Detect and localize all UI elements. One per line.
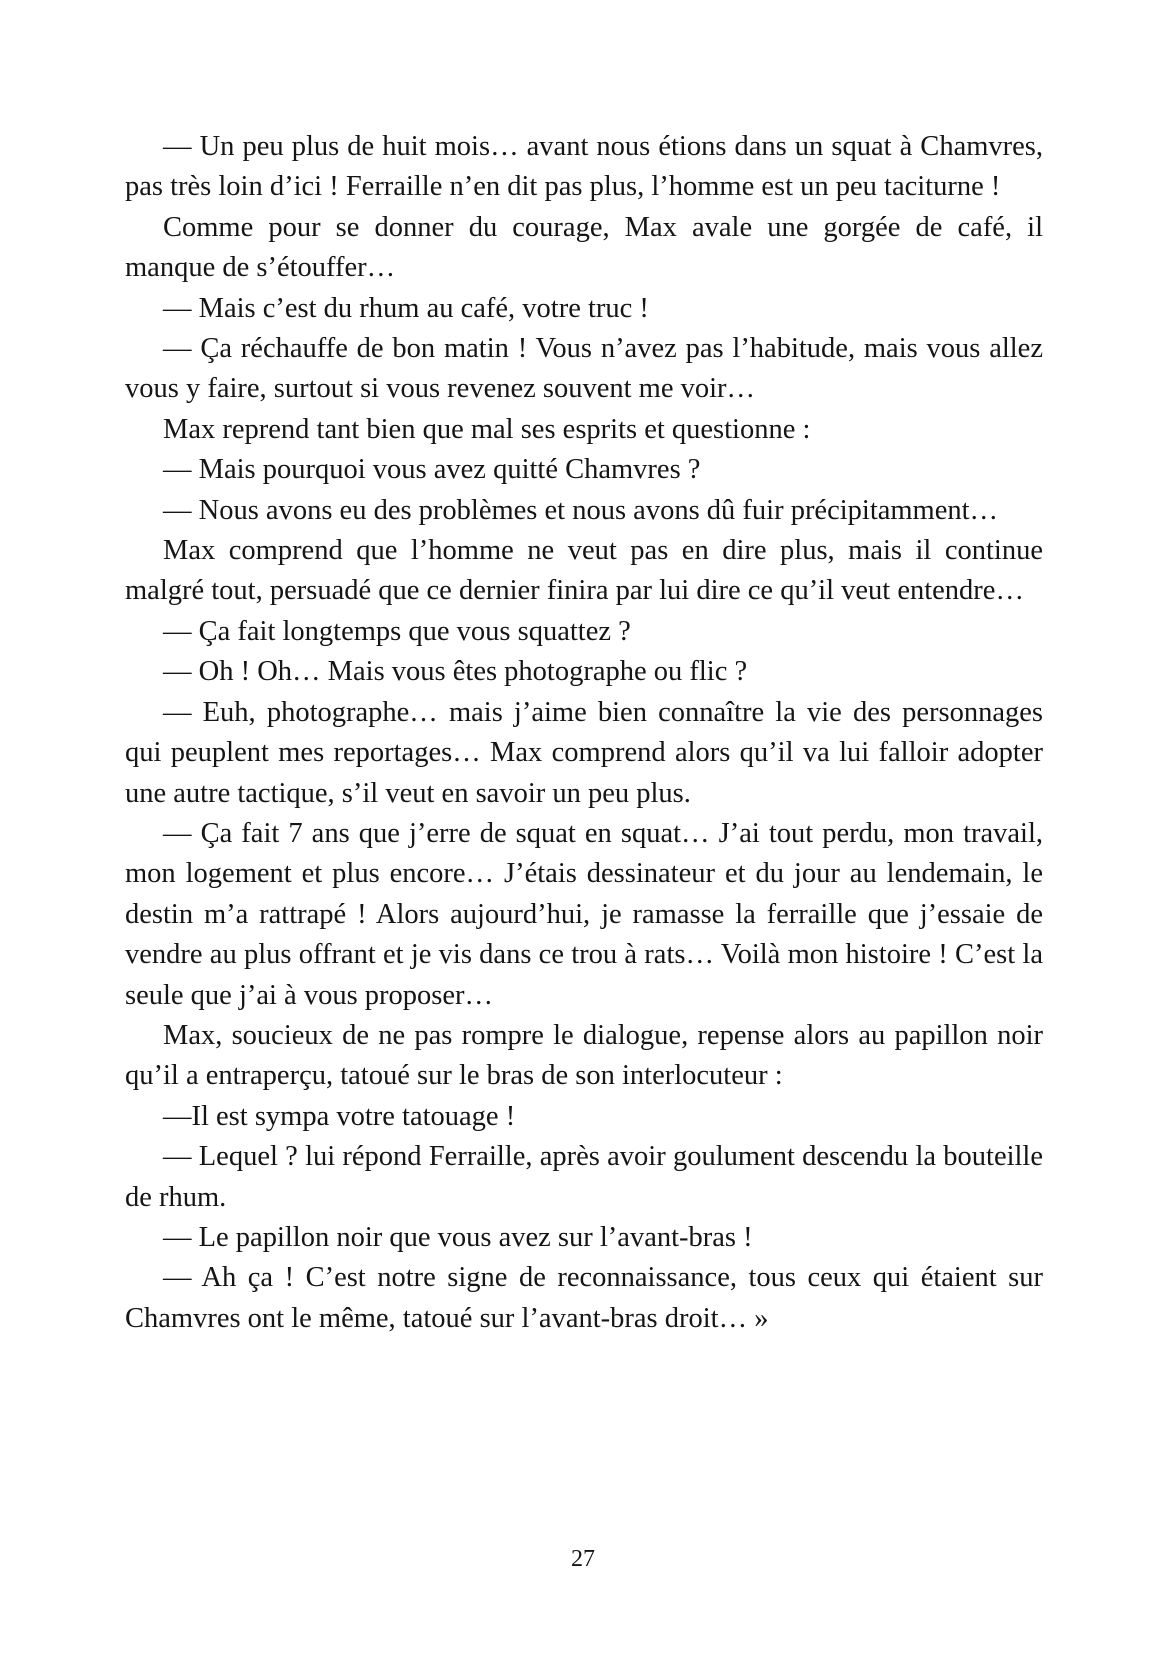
page-number: 27 xyxy=(571,1546,595,1572)
paragraph: — Le papillon noir que vous avez sur l’avant-bras ! xyxy=(163,1221,753,1253)
paragraph: Max, soucieux de ne pas rompre le dialogue, repense alors au papillon noir qu’il a entraperçu, tatoué sur le bras de son interlocuteur : xyxy=(125,1019,1043,1092)
paragraph: — Nous avons eu des problèmes et nous avons dû fuir précipitamment… xyxy=(163,494,999,526)
paragraph: — Mais pourquoi vous avez quitté Chamvres ? xyxy=(163,454,701,486)
paragraph: — Ça fait longtemps que vous squattez ? xyxy=(163,615,631,647)
paragraph: Max comprend que l’homme ne veut pas en dire plus, mais il continue malgré tout, persuadé que ce dernier finira par lui dire ce qu’il veut entendre… xyxy=(125,535,1043,607)
paragraph: Max reprend tant bien que mal ses esprits et questionne : xyxy=(163,413,811,445)
paragraph: — Un peu plus de huit mois… avant nous étions dans un squat à Chamvres, pas très loin d’ici ! Ferraille n’en dit pas plus, l’homme est un peu taciturne ! xyxy=(125,131,1043,203)
paragraph: — Ah ça ! C’est notre signe de reconnaissance, tous ceux qui étaient sur Chamvres ont le même, tatoué sur l’avant-bras droit… » xyxy=(125,1262,1043,1334)
paragraph: Comme pour se donner du courage, Max avale une gorgée de café, il manque de s’étouffer… xyxy=(125,211,1043,284)
paragraph: — Euh, photographe… mais j’aime bien connaître la vie des personnages qui peuplent mes reportages… Max comprend alors qu’il va lui falloir adopter une autre tactique, s’il veut en savoir un peu plus. xyxy=(125,696,1043,809)
body-text xyxy=(125,127,1043,1339)
paragraph: —Il est sympa votre tatouage ! xyxy=(163,1100,516,1132)
paragraph: — Mais c’est du rhum au café, votre truc ! xyxy=(163,292,649,324)
paragraph: — Oh ! Oh… Mais vous êtes photographe ou flic ? xyxy=(163,656,748,688)
paragraph: — Ça fait 7 ans que j’erre de squat en squat… J’ai tout perdu, mon travail, mon logement et plus encore… J’étais dessinateur et du jour au lendemain, le destin m’a rattrapé ! Alors aujourd’hui, je ramasse la ferraille que j’essaie de vendre au plus offrant et je vis dans ce trou à rats… Voilà mon histoire ! C’est la seule que j’ai à vous proposer… xyxy=(125,817,1043,1011)
paragraph: — Ça réchauffe de bon matin ! Vous n’avez pas l’habitude, mais vous allez vous y faire, surtout si vous revenez souvent me voir… xyxy=(125,333,1043,405)
paragraph: — Lequel ? lui répond Ferraille, après avoir goulument descendu la bouteille de rhum. xyxy=(125,1141,1043,1213)
